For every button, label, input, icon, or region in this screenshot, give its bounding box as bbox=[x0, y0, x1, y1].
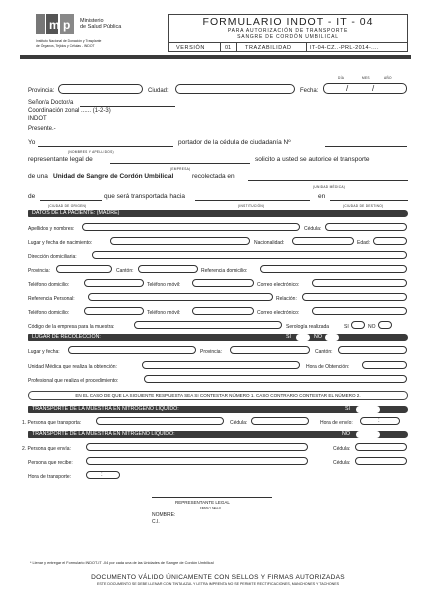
provincia-field[interactable] bbox=[58, 84, 143, 94]
canton-field[interactable] bbox=[138, 265, 198, 273]
signature-line[interactable] bbox=[152, 497, 272, 498]
correo2-field[interactable] bbox=[312, 307, 407, 315]
traceability-divider bbox=[306, 42, 307, 52]
lugar-nac-label: Lugar y fecha de nacimiento: bbox=[28, 240, 93, 246]
institute-line2: de Órganos, Tejidos y Células - INDOT bbox=[36, 44, 95, 48]
persona-envia-label: 2. Persona que envía: bbox=[22, 446, 71, 452]
serologia-si-box[interactable] bbox=[351, 321, 365, 329]
que-sera-label: que será transportada hacia bbox=[104, 193, 185, 200]
transport1-flag: SI bbox=[344, 406, 350, 412]
serologia-no-box[interactable] bbox=[378, 321, 392, 329]
persona-transporta-field[interactable] bbox=[96, 417, 224, 425]
yo-line[interactable] bbox=[38, 146, 173, 147]
referencia-personal-field[interactable] bbox=[88, 293, 273, 301]
ciudad-destino-line[interactable] bbox=[330, 200, 408, 201]
unidad-bold-label: Unidad de Sangre de Cordón Umbilical bbox=[53, 173, 174, 180]
relacion-label: Relación: bbox=[276, 296, 297, 302]
fecha-field[interactable] bbox=[323, 83, 407, 94]
portador-label: portador de la cédula de ciudadanía Nº bbox=[178, 139, 291, 146]
unidad-medica-label: Unidad Médica que realiza la obtención: bbox=[28, 364, 117, 370]
codigo-empresa-field[interactable] bbox=[134, 321, 282, 329]
footer-valid: DOCUMENTO VÁLIDO ÚNICAMENTE CON SELLOS Y FIRMAS AUTORIZADAS bbox=[91, 574, 345, 581]
date-day-label: DÍA bbox=[338, 76, 345, 80]
instruction-note: EN EL CASO DE QUE LA SIGUIENTE RESPUESTA SEA SI CONTESTAR NÚMERO 1. CASO CONTRARIO CONTESTAR EL NÚMERO 2. bbox=[75, 393, 361, 398]
persona-recibe-label: Persona que recibe: bbox=[28, 460, 73, 466]
provincia-patient-label: Provincia: bbox=[28, 268, 50, 274]
persona-recibe-field[interactable] bbox=[86, 457, 308, 465]
empresa-line[interactable] bbox=[110, 163, 250, 164]
solicito-label: solicito a usted se autorice el transporte bbox=[255, 156, 370, 163]
cedula-line[interactable] bbox=[325, 146, 407, 147]
telefono-movil-field[interactable] bbox=[192, 279, 254, 287]
footer-sub: ESTE DOCUMENTO SE DEBE LLENAR CON TINTA AZUL Y LETRA IMPRENTA NO SE PERMITE RECTIFICACIONES, MANCHONES Y TACHONES bbox=[96, 582, 340, 586]
nombre-label: NOMBRE: bbox=[152, 512, 176, 518]
institucion-line[interactable] bbox=[195, 200, 310, 201]
traceability-value: IT-04-CZ..-PRL-2014-.... bbox=[310, 45, 379, 51]
lugar-fecha-label: Lugar y fecha: bbox=[28, 349, 60, 355]
edad-field[interactable] bbox=[373, 237, 407, 245]
referencia-domicilio-field[interactable] bbox=[260, 265, 407, 273]
footer-note: * Llenar y entregar el Formulario INDOT-IT -04 por cada una de las Unidades de Sangre de Cordón Umbilical bbox=[30, 561, 214, 565]
transport2-cedula1-label: Cédula: bbox=[333, 446, 351, 452]
unidad-medica-field[interactable] bbox=[142, 361, 300, 369]
transport2-cedula1-field[interactable] bbox=[355, 443, 407, 451]
title-divider bbox=[168, 42, 408, 43]
date-month-label: MES bbox=[362, 76, 370, 80]
persona-transporta-label: 1. Persona que transporta: bbox=[22, 420, 82, 426]
collection-section-title: LUGAR DE RECOLECCIÓN: bbox=[32, 334, 101, 340]
version-value: 01 bbox=[225, 45, 232, 51]
apellidos-field[interactable] bbox=[82, 223, 300, 231]
nombres-hint: (NOMBRES Y APELLIDOS) bbox=[68, 150, 114, 154]
institucion-hint: (INSTITUCIÓN) bbox=[238, 204, 265, 208]
transport1-cedula-label: Cédula: bbox=[230, 420, 248, 426]
provincia-collection-label: Provincia: bbox=[200, 349, 222, 355]
telefono-domicilio2-label: Teléfono domicilio: bbox=[28, 310, 70, 316]
yo-label: Yo bbox=[28, 139, 36, 146]
patient-section-title: DATOS DE LA PACIENTE: (MADRE) bbox=[32, 210, 120, 216]
correo-field[interactable] bbox=[312, 279, 407, 287]
representante-label: representante legal de bbox=[28, 156, 93, 163]
representante-legal-label: REPRESENTANTE LEGAL bbox=[175, 500, 230, 505]
empresa-hint: (EMPRESA) bbox=[170, 167, 191, 171]
header-bar bbox=[20, 55, 411, 59]
transport2-flag-box[interactable] bbox=[356, 431, 380, 438]
referencia-domicilio-label: Referencia domicilio: bbox=[201, 268, 248, 274]
svg-text:p: p bbox=[63, 18, 71, 32]
provincia-patient-field[interactable] bbox=[56, 265, 112, 273]
transport1-section-title: TRANSPORTE DE LA MUESTRA EN NITRÓGENO LÍQUIDO: bbox=[32, 406, 179, 412]
edad-label: Edad: bbox=[357, 240, 371, 246]
telefono-movil2-field[interactable] bbox=[192, 307, 254, 315]
provincia-label: Provincia: bbox=[28, 88, 55, 94]
version-label: VERSIÓN bbox=[176, 45, 205, 51]
form-subtitle2: SANGRE DE CORDÓN UMBILICAL bbox=[237, 34, 339, 40]
transport1-cedula-field[interactable] bbox=[251, 417, 309, 425]
ministry-line1: Ministerio bbox=[80, 18, 104, 24]
hora-envio-field[interactable] bbox=[360, 417, 400, 425]
hora-obtencion-field[interactable] bbox=[362, 361, 407, 369]
hora-envio-label: Hora de envío: bbox=[320, 420, 353, 426]
de-label: de bbox=[28, 193, 36, 200]
collection-section-bar bbox=[28, 334, 408, 341]
serologia-label: Serología realizada bbox=[286, 324, 330, 330]
ciudad-origen-line[interactable] bbox=[40, 200, 102, 201]
profesional-field[interactable] bbox=[144, 375, 407, 383]
serologia-no-label: NO bbox=[368, 324, 376, 330]
canton-collection-label: Cantón: bbox=[315, 349, 333, 355]
referencia-personal-label: Referencia Personal: bbox=[28, 296, 75, 302]
de-una-label: de una bbox=[28, 173, 48, 180]
unidad-medica-line[interactable] bbox=[248, 180, 408, 181]
relacion-field[interactable] bbox=[302, 293, 407, 301]
version-value-divider bbox=[236, 42, 237, 52]
apellidos-label: Apellidos y nombres: bbox=[28, 226, 75, 232]
ciudad-field[interactable] bbox=[175, 84, 295, 94]
direccion-field[interactable] bbox=[92, 251, 407, 259]
date-slash-1: / bbox=[346, 84, 349, 93]
form-subtitle1: PARA AUTORIZACIÓN DE TRANSPORTE bbox=[227, 28, 349, 34]
ci-label: C.I. bbox=[152, 519, 160, 525]
collection-no-label: NO bbox=[314, 334, 322, 340]
hora-transporte-label: Hora de transporte: bbox=[28, 474, 72, 480]
hora-envio-colon: : bbox=[378, 418, 380, 424]
hora-obtencion-label: Hora de Obtención: bbox=[306, 364, 350, 370]
correo-label: Correo electrónico: bbox=[257, 282, 300, 288]
ministry-line2: de Salud Pública bbox=[80, 24, 122, 30]
senora-line[interactable] bbox=[80, 106, 175, 107]
presente-label: Presente.- bbox=[28, 126, 56, 132]
fecha-label: Fecha: bbox=[300, 88, 319, 94]
correo2-label: Correo electrónico: bbox=[257, 310, 300, 316]
nacionalidad-label: Nacionalidad: bbox=[254, 240, 285, 246]
provincia-collection-field[interactable] bbox=[230, 346, 310, 354]
hora-transporte-colon: : bbox=[101, 472, 103, 478]
traceability-label: TRAZABILIDAD bbox=[245, 45, 292, 51]
transport2-cedula2-label: Cédula: bbox=[333, 460, 351, 466]
transport2-section-bar bbox=[28, 431, 408, 438]
senora-label: Señor/a Doctor/a bbox=[28, 100, 74, 106]
date-slash-2: / bbox=[372, 84, 375, 93]
ministry-logo bbox=[36, 12, 76, 36]
collection-no-box[interactable] bbox=[325, 334, 339, 341]
transport2-flag: NO bbox=[342, 431, 350, 437]
canton-label: Cantón: bbox=[116, 268, 134, 274]
nacionalidad-field[interactable] bbox=[292, 237, 354, 245]
coordinacion-label: Coordinación zonal ...... (1-2-3) bbox=[28, 108, 111, 114]
ciudad-destino-hint: (CIUDAD DE DESTINO) bbox=[343, 204, 384, 208]
direccion-label: Dirección domiciliaria: bbox=[28, 254, 77, 260]
transport1-flag-box[interactable] bbox=[356, 406, 380, 413]
svg-text:m: m bbox=[49, 18, 60, 32]
indot-label: INDOT bbox=[28, 116, 47, 122]
cedula-field[interactable] bbox=[325, 223, 407, 231]
ciudad-label: Ciudad: bbox=[148, 88, 169, 94]
en-label: en bbox=[318, 193, 326, 200]
institute-line1: Instituto Nacional de Donación y Trasplante bbox=[36, 39, 102, 43]
collection-si-label: SI bbox=[286, 334, 292, 340]
cedula-label: Cédula: bbox=[304, 226, 322, 232]
telefono-domicilio-field[interactable] bbox=[84, 279, 144, 287]
firma-sello-label: FIRMA Y SELLO bbox=[200, 506, 221, 510]
telefono-domicilio2-field[interactable] bbox=[84, 307, 144, 315]
telefono-domicilio-label: Teléfono domicilio: bbox=[28, 282, 70, 288]
ciudad-origen-hint: (CIUDAD DE ORIGEN) bbox=[48, 204, 87, 208]
collection-si-box[interactable] bbox=[296, 334, 310, 341]
hora-transporte-field[interactable] bbox=[86, 471, 120, 479]
unidad-medica-hint: (UNIDAD MÉDICA) bbox=[313, 185, 346, 189]
transport2-cedula2-field[interactable] bbox=[355, 457, 407, 465]
form-title: FORMULARIO INDOT - IT - 04 bbox=[202, 16, 374, 28]
lugar-fecha-field[interactable] bbox=[68, 346, 196, 354]
codigo-empresa-label: Código de la empresa para la muestra: bbox=[28, 324, 115, 330]
telefono-movil2-label: Teléfono móvil: bbox=[147, 310, 181, 316]
transport1-section-bar bbox=[28, 406, 408, 413]
canton-collection-field[interactable] bbox=[338, 346, 407, 354]
persona-envia-field[interactable] bbox=[86, 443, 308, 451]
date-year-label: AÑO bbox=[384, 76, 392, 80]
profesional-label: Profesional que realiza el procedimiento: bbox=[28, 378, 119, 384]
telefono-movil-label: Teléfono móvil: bbox=[147, 282, 181, 288]
patient-section-bar bbox=[28, 210, 408, 217]
lugar-nac-field[interactable] bbox=[110, 237, 250, 245]
transport2-section-title: TRANSPORTE DE LA MUESTRA EN NITRGENO LÍQUIDO: bbox=[32, 431, 175, 437]
serologia-si-label: SI bbox=[344, 324, 349, 330]
recolectada-label: recolectada en bbox=[192, 173, 235, 180]
version-divider bbox=[220, 42, 221, 52]
